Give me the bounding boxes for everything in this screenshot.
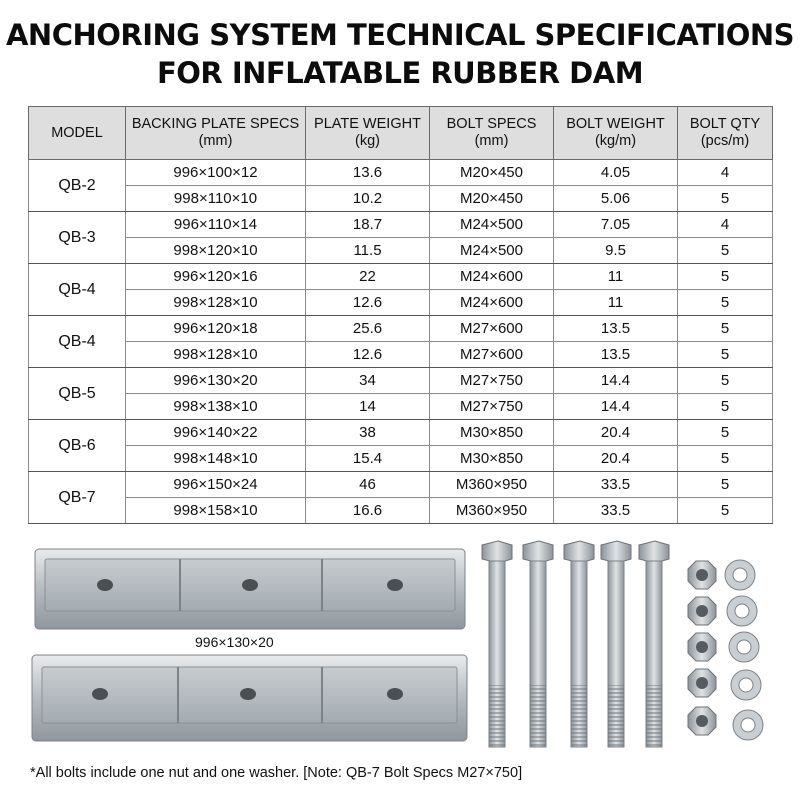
bolt-spec-cell: M360×950 bbox=[430, 472, 554, 498]
table-row bbox=[29, 290, 773, 316]
bolt-weight-cell: 13.5 bbox=[554, 316, 678, 342]
bolt-qty-cell: 5 bbox=[678, 368, 773, 394]
bolt-qty-cell: 5 bbox=[678, 342, 773, 368]
backing-plate-bottom bbox=[32, 655, 467, 741]
bolt-qty-cell: 5 bbox=[678, 238, 773, 264]
bolt-qty-cell: 5 bbox=[678, 498, 773, 524]
plate-weight-cell: 12.6 bbox=[306, 342, 430, 368]
bolt-spec-cell: M27×750 bbox=[430, 368, 554, 394]
bolt-weight-cell: 5.06 bbox=[554, 186, 678, 212]
table-row bbox=[29, 264, 773, 290]
header-model: MODEL bbox=[29, 107, 126, 160]
bolt-qty-cell: 5 bbox=[678, 186, 773, 212]
header-bolt-weight: BOLT WEIGHT (kg/m) bbox=[554, 107, 678, 160]
plate-spec-cell: 998×110×10 bbox=[126, 186, 306, 212]
plate-weight-cell: 34 bbox=[306, 368, 430, 394]
bolt-spec-cell: M20×450 bbox=[430, 160, 554, 186]
bolt-qty-cell: 5 bbox=[678, 316, 773, 342]
bolt-spec-cell: M24×500 bbox=[430, 238, 554, 264]
model-cell: QB-3 bbox=[29, 212, 126, 264]
plate-spec-cell: 998×148×10 bbox=[126, 446, 306, 472]
table-row bbox=[29, 498, 773, 524]
model-cell: QB-5 bbox=[29, 368, 126, 420]
bolt-weight-cell: 13.5 bbox=[554, 342, 678, 368]
bolt-weight-cell: 14.4 bbox=[554, 368, 678, 394]
title-line-1: ANCHORING SYSTEM TECHNICAL SPECIFICATIONS bbox=[5, 18, 795, 52]
table-row bbox=[29, 238, 773, 264]
washers bbox=[725, 560, 763, 740]
bolt-weight-cell: 11 bbox=[554, 290, 678, 316]
bolt-spec-cell: M27×750 bbox=[430, 394, 554, 420]
bolt-weight-cell: 11 bbox=[554, 264, 678, 290]
plate-weight-cell: 46 bbox=[306, 472, 430, 498]
model-cell: QB-4 bbox=[29, 264, 126, 316]
title-line-2: FOR INFLATABLE RUBBER DAM bbox=[156, 56, 644, 90]
specifications-table bbox=[28, 106, 773, 524]
bolt-weight-cell: 14.4 bbox=[554, 394, 678, 420]
table-row bbox=[29, 420, 773, 446]
plate-weight-cell: 38 bbox=[306, 420, 430, 446]
plate-spec-cell: 998×158×10 bbox=[126, 498, 306, 524]
nuts bbox=[688, 561, 716, 735]
bolt-spec-cell: M30×850 bbox=[430, 446, 554, 472]
bolt-spec-cell: M20×450 bbox=[430, 186, 554, 212]
header-plate-weight: PLATE WEIGHT (kg) bbox=[306, 107, 430, 160]
bolt-spec-cell: M24×500 bbox=[430, 212, 554, 238]
plate-weight-cell: 13.6 bbox=[306, 160, 430, 186]
bolt-weight-cell: 4.05 bbox=[554, 160, 678, 186]
plate-spec-cell: 996×110×14 bbox=[126, 212, 306, 238]
plate-weight-cell: 16.6 bbox=[306, 498, 430, 524]
bolt-spec-cell: M30×850 bbox=[430, 420, 554, 446]
bolt-qty-cell: 5 bbox=[678, 394, 773, 420]
bolt-weight-cell: 33.5 bbox=[554, 498, 678, 524]
bolt-weight-cell: 20.4 bbox=[554, 446, 678, 472]
bolt-spec-cell: M24×600 bbox=[430, 290, 554, 316]
bolt-spec-cell: M27×600 bbox=[430, 342, 554, 368]
plate-spec-cell: 996×130×20 bbox=[126, 368, 306, 394]
table-row bbox=[29, 160, 773, 186]
bolt-spec-cell: M27×600 bbox=[430, 316, 554, 342]
bolt bbox=[482, 541, 512, 747]
table-row bbox=[29, 368, 773, 394]
model-cell: QB-4 bbox=[29, 316, 126, 368]
bolt bbox=[523, 541, 553, 747]
backing-plate-top bbox=[35, 549, 465, 629]
model-cell: QB-7 bbox=[29, 472, 126, 524]
bolt-spec-cell: M24×600 bbox=[430, 264, 554, 290]
plate-spec-cell: 996×120×16 bbox=[126, 264, 306, 290]
table-row bbox=[29, 342, 773, 368]
plate-weight-cell: 18.7 bbox=[306, 212, 430, 238]
table-row bbox=[29, 316, 773, 342]
bolt bbox=[564, 541, 594, 747]
bolt-qty-cell: 4 bbox=[678, 212, 773, 238]
bolt bbox=[601, 541, 631, 747]
bolt-weight-cell: 7.05 bbox=[554, 212, 678, 238]
plate-weight-cell: 10.2 bbox=[306, 186, 430, 212]
table-row bbox=[29, 446, 773, 472]
table-row bbox=[29, 212, 773, 238]
table-row bbox=[29, 472, 773, 498]
plate-spec-cell: 996×140×22 bbox=[126, 420, 306, 446]
bolt-qty-cell: 4 bbox=[678, 160, 773, 186]
bolt-weight-cell: 9.5 bbox=[554, 238, 678, 264]
page-title bbox=[0, 16, 800, 92]
bolt-qty-cell: 5 bbox=[678, 472, 773, 498]
model-cell: QB-6 bbox=[29, 420, 126, 472]
plate-spec-cell: 998×128×10 bbox=[126, 342, 306, 368]
header-bolt-specs: BOLT SPECS (mm) bbox=[430, 107, 554, 160]
plate-spec-cell: 996×100×12 bbox=[126, 160, 306, 186]
bolt-qty-cell: 5 bbox=[678, 264, 773, 290]
footnote: *All bolts include one nut and one washer. [Note: QB-7 Bolt Specs M27×750] bbox=[30, 765, 523, 781]
plate-weight-cell: 25.6 bbox=[306, 316, 430, 342]
bolts bbox=[482, 541, 669, 747]
plate-spec-cell: 998×120×10 bbox=[126, 238, 306, 264]
plate-spec-cell: 996×120×18 bbox=[126, 316, 306, 342]
table-header-row bbox=[29, 107, 773, 160]
plate-spec-cell: 998×128×10 bbox=[126, 290, 306, 316]
bolt-qty-cell: 5 bbox=[678, 446, 773, 472]
table-row bbox=[29, 186, 773, 212]
plate-weight-cell: 14 bbox=[306, 394, 430, 420]
bolt bbox=[639, 541, 669, 747]
header-backing-plate-specs: BACKING PLATE SPECS (mm) bbox=[126, 107, 306, 160]
plate-weight-cell: 11.5 bbox=[306, 238, 430, 264]
bolt-spec-cell: M360×950 bbox=[430, 498, 554, 524]
plate-weight-cell: 12.6 bbox=[306, 290, 430, 316]
header-bolt-qty: BOLT QTY (pcs/m) bbox=[678, 107, 773, 160]
table-row bbox=[29, 394, 773, 420]
plate-spec-cell: 998×138×10 bbox=[126, 394, 306, 420]
plate-spec-cell: 996×150×24 bbox=[126, 472, 306, 498]
plate-weight-cell: 15.4 bbox=[306, 446, 430, 472]
bolt-qty-cell: 5 bbox=[678, 420, 773, 446]
plate-weight-cell: 22 bbox=[306, 264, 430, 290]
bolt-weight-cell: 33.5 bbox=[554, 472, 678, 498]
bolt-weight-cell: 20.4 bbox=[554, 420, 678, 446]
bolt-qty-cell: 5 bbox=[678, 290, 773, 316]
model-cell: QB-2 bbox=[29, 160, 126, 212]
product-photo bbox=[0, 535, 800, 760]
plate-size-label: 996×130×20 bbox=[195, 634, 274, 650]
